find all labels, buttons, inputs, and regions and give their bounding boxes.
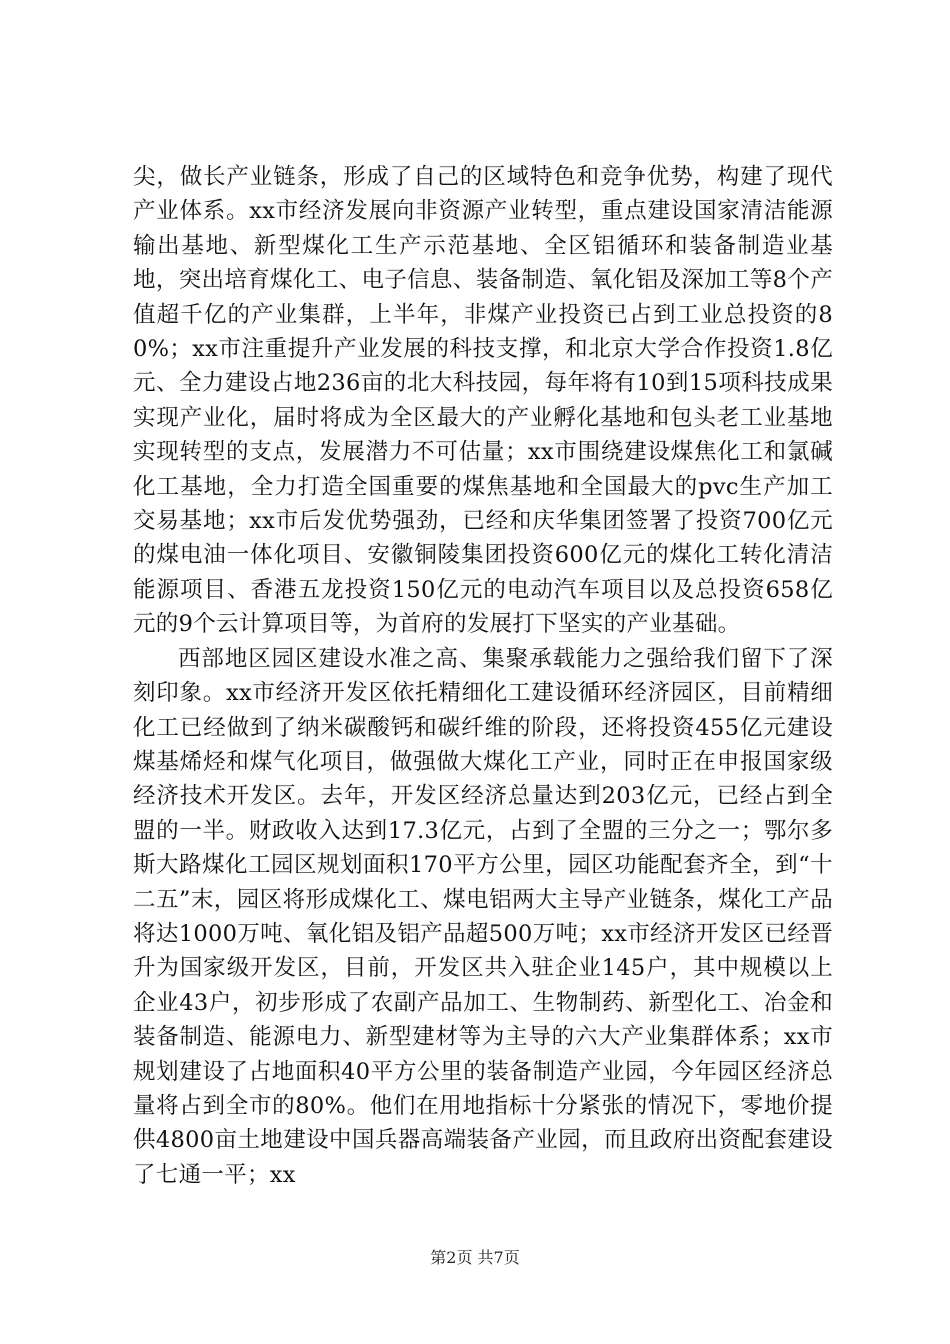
- document-body: [133, 160, 833, 1192]
- paragraph-2: 西部地区园区建设水准之高、集聚承载能力之强给我们留下了深刻印象。xx市经济开发区依托精细化工建设循环经济园区，目前精细化工已经做到了纳米碳酸钙和碳纤维的阶段，还将投资455亿元建设煤基烯烃和煤气化项目，做强做大煤化工产业，同时正在申报国家级经济技术开发区。去年，开发区经济总量达到203亿元，已经占到全盟的一半。财政收入达到17.3亿元，占到了全盟的三分之一；鄂尔多斯大路煤化工园区规划面积170平方公里，园区功能配套齐全，到“十二五”末，园区将形成煤化工、煤电铝两大主导产业链条，煤化工产品将达1000万吨、氧化铝及铝产品超500万吨；xx市经济开发区已经晋升为国家级开发区，目前，开发区共入驻企业145户，其中规模以上企业43户，初步形成了农副产品加工、生物制药、新型化工、冶金和装备制造、能源电力、新型建材等为主导的六大产业集群体系；xx市规划建设了占地面积40平方公里的装备制造产业园，今年园区经济总量将占到全市的80%。他们在用地指标十分紧张的情况下，零地价提供4800亩土地建设中国兵器高端装备产业园，而且政府出资配套建设了七通一平；xx: [133, 645, 833, 1188]
- page-number-footer: 第2页 共7页: [430, 1248, 520, 1267]
- paragraph-1: 尖，做长产业链条，形成了自己的区域特色和竞争优势，构建了现代产业体系。xx市经济发展向非资源产业转型，重点建设国家清洁能源输出基地、新型煤化工生产示范基地、全区铝循环和装备制造业基地，突出培育煤化工、电子信息、装备制造、氧化铝及深加工等8个产值超千亿的产业集群，上半年，非煤产业投资已占到工业总投资的80%；xx市注重提升产业发展的科技支撑，和北京大学合作投资1.8亿元、全力建设占地236亩的北大科技园，每年将有10到15项科技成果实现产业化，届时将成为全区最大的产业孵化基地和包头老工业基地实现转型的支点，发展潜力不可估量；xx市围绕建设煤焦化工和氯碱化工基地，全力打造全国重要的煤焦基地和全国最大的pvc生产加工交易基地；xx市后发优势强劲，已经和庆华集团签署了投资700亿元的煤电油一体化项目、安徽铜陵集团投资600亿元的煤化工转化清洁能源项目、香港五龙投资150亿元的电动汽车项目以及总投资658亿元的9个云计算项目等，为首府的发展打下坚实的产业基础。: [133, 164, 833, 638]
